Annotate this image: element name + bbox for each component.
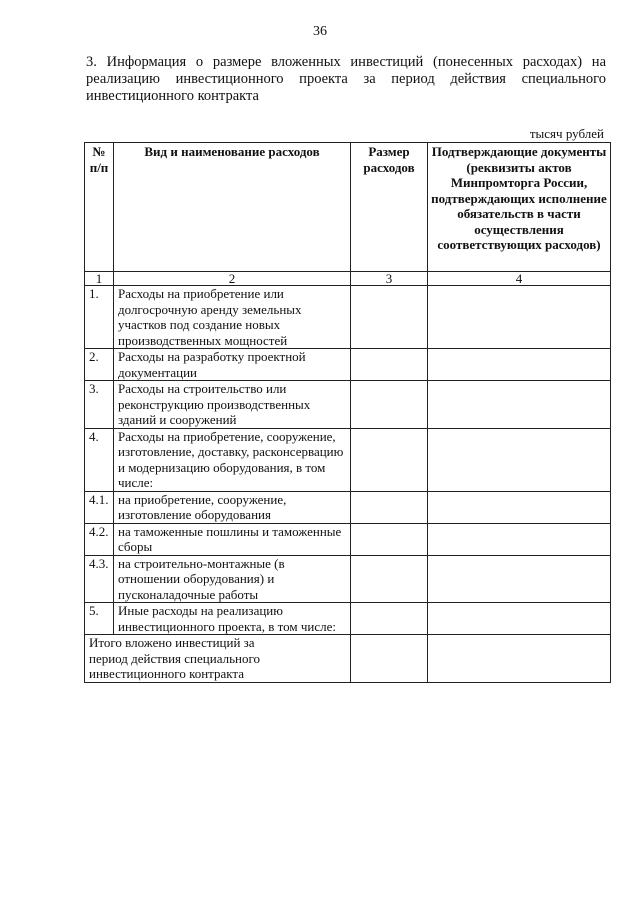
row-number: 3.: [85, 381, 114, 429]
row-docs: [428, 381, 611, 429]
row-docs: [428, 349, 611, 381]
header-docs: Подтверждающие документы (реквизиты актов Минпромторга России, подтверждающих исполнение обязательств в части осуществления соответствующих расходов): [428, 143, 611, 272]
column-number: 2: [114, 272, 351, 286]
total-blank: [428, 635, 611, 683]
table-row: [85, 491, 611, 523]
header-name: Вид и наименование расходов: [114, 143, 351, 272]
total-row: [85, 635, 611, 683]
column-number-row: [85, 272, 611, 286]
row-number: 4.1.: [85, 491, 114, 523]
column-number: 1: [85, 272, 114, 286]
section-heading: [86, 54, 606, 105]
heading-line: 3. Информация о размере вложенных инвестиций (понесенных расходах) на: [86, 54, 606, 70]
row-docs: [428, 603, 611, 635]
heading-line: инвестиционного контракта: [86, 88, 259, 104]
header-num: № п/п: [85, 143, 114, 272]
table-row: [85, 603, 611, 635]
header-amount: Размер расходов: [351, 143, 428, 272]
table-header-row: [85, 143, 611, 272]
row-amount: [351, 286, 428, 349]
row-amount: [351, 491, 428, 523]
row-docs: [428, 286, 611, 349]
row-number: 5.: [85, 603, 114, 635]
row-name: на приобретение, сооружение, изготовление оборудования: [114, 491, 351, 523]
table-row: [85, 428, 611, 491]
row-docs: [428, 555, 611, 603]
row-amount: [351, 523, 428, 555]
table-row: [85, 381, 611, 429]
row-docs: [428, 491, 611, 523]
row-docs: [428, 428, 611, 491]
row-amount: [351, 555, 428, 603]
column-number: 3: [351, 272, 428, 286]
row-amount: [351, 603, 428, 635]
table-row: [85, 555, 611, 603]
row-amount: [351, 381, 428, 429]
table-row: [85, 349, 611, 381]
page-number: 36: [313, 24, 327, 39]
row-name: на строительно-монтажные (в отношении оборудования) и пусконаладочные работы: [114, 555, 351, 603]
row-amount: [351, 428, 428, 491]
row-amount: [351, 349, 428, 381]
column-number: 4: [428, 272, 611, 286]
table-row: [85, 523, 611, 555]
total-label: Итого вложено инвестиций за период действия специального инвестиционного контракта: [85, 635, 351, 683]
total-amount: [351, 635, 428, 683]
row-name: на таможенные пошлины и таможенные сборы: [114, 523, 351, 555]
row-number: 2.: [85, 349, 114, 381]
row-name: Расходы на приобретение, сооружение, изготовление, доставку, расконсервацию и модернизацию оборудования, в том числе:: [114, 428, 351, 491]
table-row: [85, 286, 611, 349]
row-number: 1.: [85, 286, 114, 349]
heading-line: реализацию инвестиционного проекта за период действия специального: [86, 71, 606, 87]
units-label: тысяч рублей: [529, 126, 604, 141]
row-docs: [428, 523, 611, 555]
row-name: Иные расходы на реализацию инвестиционного проекта, в том числе:: [114, 603, 351, 635]
row-name: Расходы на строительство или реконструкцию производственных зданий и сооружений: [114, 381, 351, 429]
row-name: Расходы на разработку проектной документации: [114, 349, 351, 381]
row-name: Расходы на приобретение или долгосрочную аренду земельных участков под создание новых производственных мощностей: [114, 286, 351, 349]
row-number: 4.2.: [85, 523, 114, 555]
investment-table: [84, 142, 611, 683]
row-number: 4.: [85, 428, 114, 491]
row-number: 4.3.: [85, 555, 114, 603]
